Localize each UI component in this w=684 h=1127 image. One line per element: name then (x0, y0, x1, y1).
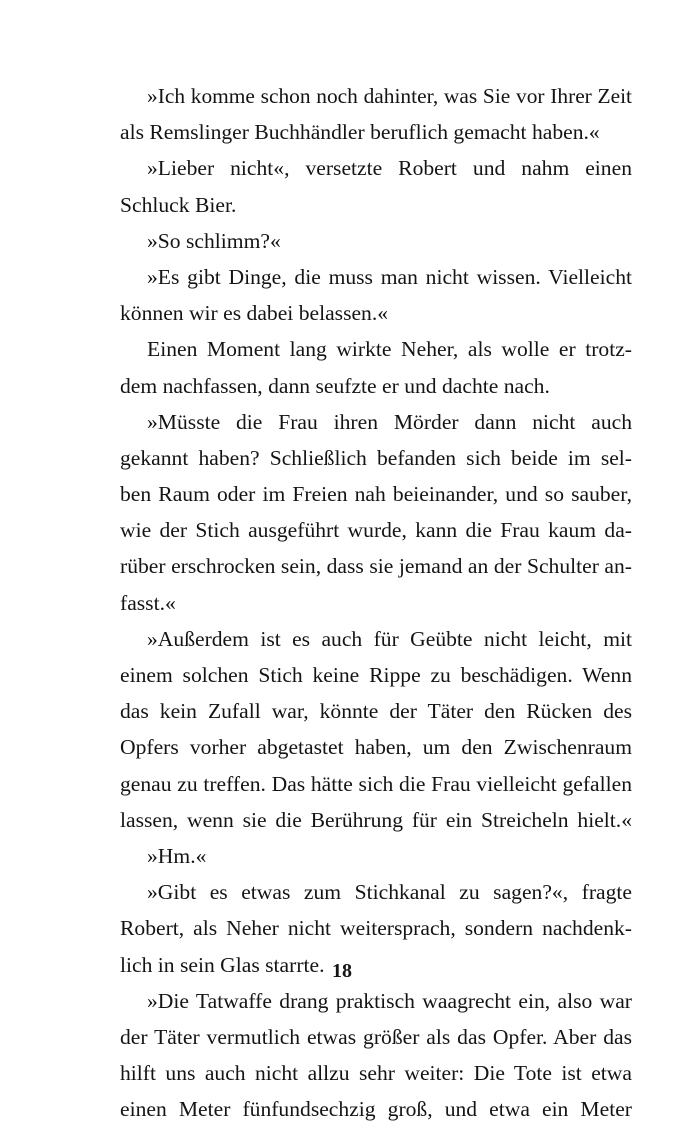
text-line: lich in sein Glas starrte. (120, 952, 325, 977)
text-line: ben Raum oder im Freien nah beieinander, und so sauber, (120, 482, 632, 507)
text-line: Einen Moment lang wirkte Neher, als wolle er trotz- (147, 337, 632, 362)
page-number: 18 (332, 960, 352, 982)
text-line: das kein Zufall war, könnte der Täter den Rücken des (120, 699, 632, 724)
text-line: dem nachfassen, dann seufzte er und dachte nach. (120, 373, 550, 398)
text-line: hilft uns auch nicht allzu sehr weiter: Die Tote ist etwa (120, 1061, 632, 1086)
text-line: »Müsste die Frau ihren Mörder dann nicht auch (147, 409, 632, 434)
text-line: fasst.« (120, 590, 176, 615)
text-line: genau zu treffen. Das hätte sich die Frau vielleicht gefallen (120, 771, 632, 796)
text-line: einen Meter fünfundsechzig groß, und etwa ein Meter (120, 1097, 632, 1122)
text-line: als Remslinger Buchhändler beruflich gemacht haben.« (120, 120, 600, 145)
text-line: »Lieber nicht«, versetzte Robert und nahm einen (147, 156, 632, 181)
text-line: lassen, wenn sie die Berührung für ein Streicheln hielt.« (120, 807, 632, 832)
text-line: »Gibt es etwas zum Stichkanal zu sagen?«, fragte (147, 880, 632, 905)
text-line: der Täter vermutlich etwas größer als das Opfer. Aber das (120, 1024, 632, 1049)
text-line: »Hm.« (147, 843, 207, 868)
text-line: rüber erschrocken sein, dass sie jemand an der Schulter an- (120, 554, 632, 579)
text-line: Schluck Bier. (120, 192, 237, 217)
text-line: können wir es dabei belassen.« (120, 301, 389, 326)
text-line: einem solchen Stich keine Rippe zu beschädigen. Wenn (120, 663, 632, 687)
text-line: wie der Stich ausgeführt wurde, kann die Frau kaum da- (120, 518, 632, 543)
text-line: gekannt haben? Schließlich befanden sich beide im sel- (120, 445, 632, 470)
text-line: »Die Tatwaffe drang praktisch waagrecht ein, also war (147, 988, 632, 1013)
text-line: »Es gibt Dinge, die muss man nicht wissen. Vielleicht (147, 264, 632, 289)
text-line: »So schlimm?« (147, 228, 281, 253)
text-line: »Außerdem ist es auch für Geübte nicht leicht, mit (147, 626, 632, 651)
text-line: Robert, als Neher nicht weitersprach, sondern nachdenk- (120, 916, 632, 941)
text-line: »Ich komme schon noch dahinter, was Sie vor Ihrer Zeit (147, 84, 632, 108)
text-line: Opfers vorher abgetastet haben, um den Zwischenraum (120, 735, 632, 760)
